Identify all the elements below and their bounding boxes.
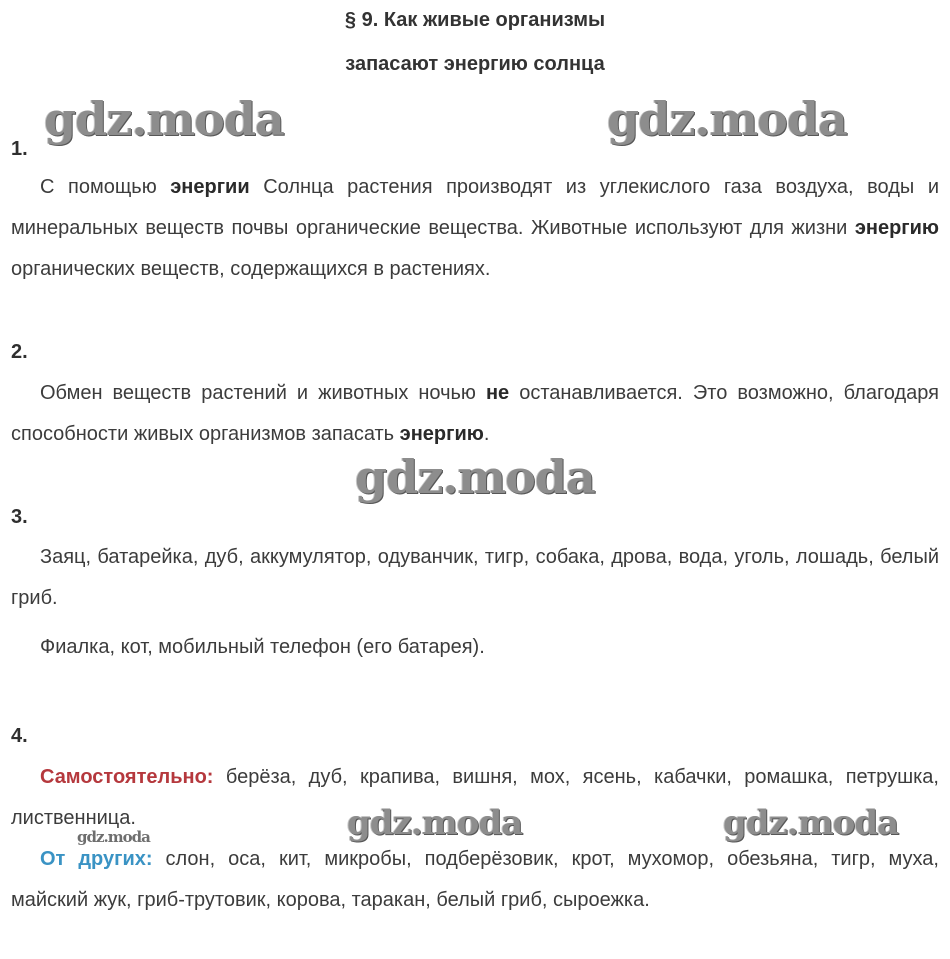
bold-term: не [485, 382, 510, 404]
page-title-line-1: § 9. Как живые организмы [344, 9, 606, 31]
question-number-4: 4. [11, 725, 28, 747]
watermark: gdz.moda [44, 92, 284, 146]
self-text: берёза, дуб, крапива, вишня, мох, ясень, кабачки, ромашка, петрушка, лиственница. [11, 766, 939, 829]
text-run: органических веществ, содержащихся в растениях. [11, 258, 491, 280]
answer-4-others [11, 839, 939, 921]
watermark: gdz.moda [607, 92, 847, 146]
answer-3-line-1: Заяц, батарейка, дуб, аккумулятор, одуванчик, тигр, собака, дрова, вода, уголь, лошадь, белый гриб. [11, 546, 939, 609]
bold-term: энергию [854, 217, 939, 239]
text-run: Солнца растения производят из углекислого газа воздуха, воды и минеральных веществ почвы органические вещества. Животные используют для жизни [11, 176, 939, 239]
watermark: gdz.moda [347, 803, 523, 843]
text-run: останавливается. Это возможно, благодаря способности живых организмов запасать [11, 382, 940, 445]
page-title-line-2: запасают энергию солнца [345, 53, 605, 75]
text-run: . [483, 423, 490, 445]
question-number-3: 3. [11, 506, 28, 528]
others-text: слон, оса, кит, микробы, подберёзовик, крот, мухомор, обезьяна, тигр, муха, майский жук, гриб-трутовик, корова, таракан, белый гриб, сыроежка. [11, 848, 939, 911]
self-label: Самостоятельно: [40, 766, 214, 788]
answer-3-line-2: Фиалка, кот, мобильный телефон (его батарея). [40, 636, 485, 658]
answer-1 [11, 167, 939, 290]
answer-2 [11, 373, 939, 455]
question-number-1: 1. [11, 138, 28, 160]
question-number-2: 2. [11, 341, 28, 363]
text-run: Обмен веществ растений и животных ночью [40, 382, 486, 404]
text-run: С помощью [40, 176, 171, 198]
watermark: gdz.moda [723, 803, 899, 843]
bold-term: энергию [399, 423, 484, 445]
watermark: gdz.moda [77, 828, 150, 846]
others-label: От других: [40, 848, 153, 870]
bold-term: энергии [170, 176, 250, 198]
watermark: gdz.moda [355, 450, 595, 504]
